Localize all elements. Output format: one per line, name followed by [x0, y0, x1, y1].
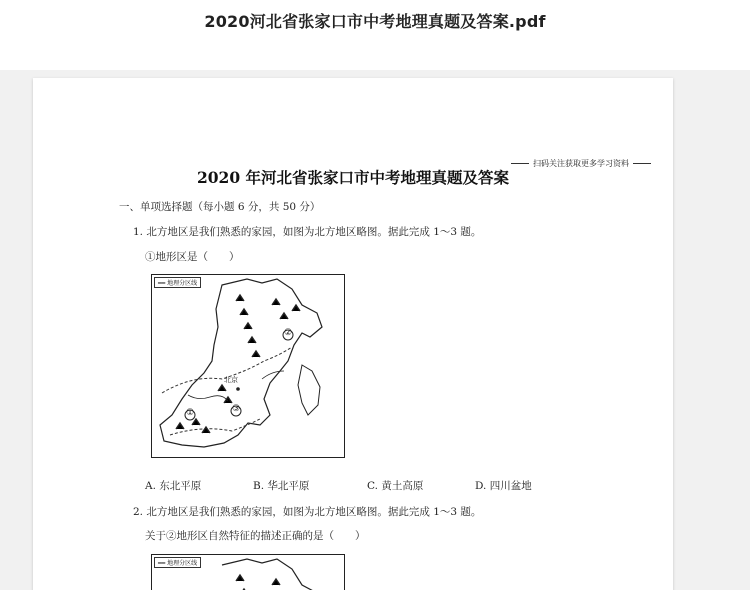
- section-heading: 一、单项选择题（每小题 6 分，共 50 分）: [119, 201, 321, 213]
- map-label-1: ①: [186, 408, 195, 418]
- title-bar: [0, 0, 750, 70]
- map-label-3: ③: [232, 404, 241, 414]
- option-c: C. 黄土高原: [367, 480, 424, 492]
- file-title: 2020河北省张家口市中考地理真题及答案.pdf: [204, 12, 546, 31]
- map-legend-2: ━━ 地理分区线: [154, 557, 201, 568]
- promo-text: 扫码关注获取更多学习资料: [533, 159, 629, 168]
- map-legend: ━━ 地理分区线: [154, 277, 201, 288]
- question-2-stem: 2. 北方地区是我们熟悉的家园，如图为北方地区略图。据此完成 1～3 题。: [133, 506, 482, 518]
- pdf-viewer[interactable]: [0, 70, 750, 590]
- map-label-2: ②: [284, 328, 293, 338]
- question-1-stem: 1. 北方地区是我们熟悉的家园，如图为北方地区略图。据此完成 1～3 题。: [133, 226, 482, 238]
- question-1-sub: ①地形区是（ ）: [145, 251, 240, 263]
- pdf-page: [33, 78, 673, 590]
- map-drawing: [152, 275, 344, 457]
- option-d: D. 四川盆地: [475, 480, 532, 492]
- map-label-beijing: 北京: [224, 376, 238, 384]
- option-a: A. 东北平原: [145, 480, 202, 492]
- north-china-map: [151, 274, 345, 458]
- document-title: 2020 年河北省张家口市中考地理真题及答案: [196, 168, 510, 187]
- north-china-map-2: [151, 554, 345, 590]
- option-b: B. 华北平原: [253, 480, 310, 492]
- question-2-sub: 关于②地形区自然特征的描述正确的是（ ）: [145, 530, 366, 542]
